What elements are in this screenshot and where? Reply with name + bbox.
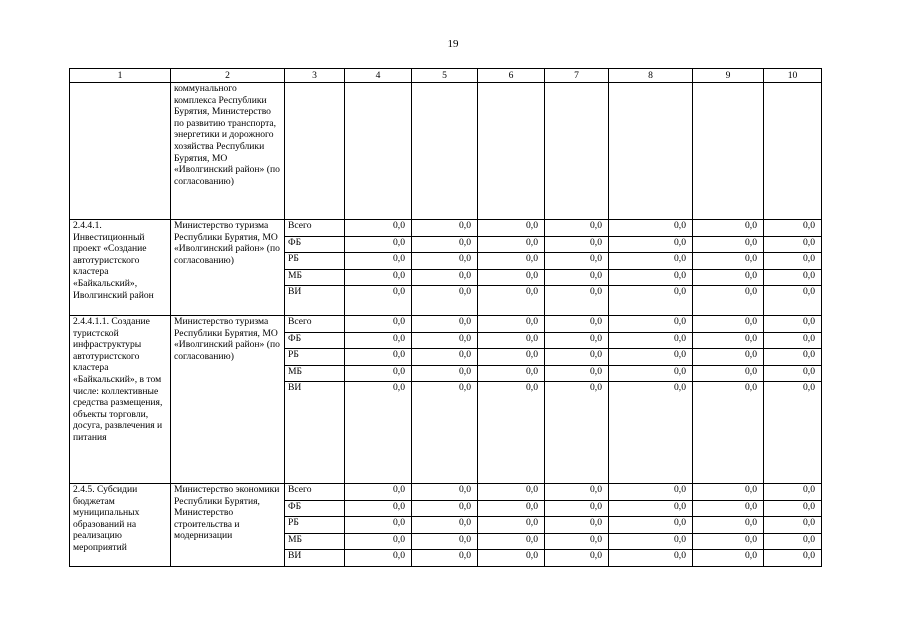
- continuation-row: [70, 83, 822, 220]
- value-cell: 0,0: [764, 253, 822, 270]
- value-cell: 0,0: [478, 316, 545, 333]
- value-cell: 0,0: [609, 550, 693, 567]
- funding-source: ВИ: [285, 286, 345, 316]
- column-header: 7: [545, 69, 609, 83]
- value-cell: 0,0: [764, 500, 822, 517]
- value-cell: 0,0: [412, 533, 478, 550]
- value-cell: 0,0: [345, 236, 412, 253]
- empty-cell: [285, 83, 345, 220]
- funding-source: ФБ: [285, 236, 345, 253]
- value-cell: 0,0: [764, 550, 822, 567]
- value-cell: 0,0: [609, 286, 693, 316]
- value-cell: 0,0: [345, 484, 412, 501]
- value-cell: 0,0: [545, 500, 609, 517]
- value-cell: 0,0: [412, 286, 478, 316]
- funding-source: РБ: [285, 517, 345, 534]
- value-cell: 0,0: [345, 382, 412, 484]
- value-cell: 0,0: [545, 517, 609, 534]
- value-cell: 0,0: [764, 269, 822, 286]
- value-cell: 0,0: [345, 286, 412, 316]
- column-header: 10: [764, 69, 822, 83]
- budget-table: [69, 68, 822, 567]
- column-header: 5: [412, 69, 478, 83]
- value-cell: 0,0: [693, 550, 764, 567]
- responsible-cell: Министерство туризма Республики Бурятия, МО «Иволгинский район» (по согласованию): [171, 220, 285, 316]
- value-cell: 0,0: [693, 382, 764, 484]
- table-row: [70, 316, 822, 333]
- value-cell: 0,0: [412, 365, 478, 382]
- funding-source: РБ: [285, 349, 345, 366]
- funding-source: РБ: [285, 253, 345, 270]
- value-cell: 0,0: [545, 484, 609, 501]
- funding-source: Всего: [285, 484, 345, 501]
- value-cell: 0,0: [412, 517, 478, 534]
- value-cell: 0,0: [545, 286, 609, 316]
- value-cell: 0,0: [345, 316, 412, 333]
- value-cell: 0,0: [478, 500, 545, 517]
- column-header-row: [70, 69, 822, 83]
- column-header: 8: [609, 69, 693, 83]
- value-cell: 0,0: [764, 365, 822, 382]
- empty-cell: [545, 83, 609, 220]
- empty-cell: [70, 83, 171, 220]
- value-cell: 0,0: [609, 365, 693, 382]
- value-cell: 0,0: [412, 220, 478, 237]
- funding-source: Всего: [285, 316, 345, 333]
- value-cell: 0,0: [345, 365, 412, 382]
- value-cell: 0,0: [545, 533, 609, 550]
- value-cell: 0,0: [693, 349, 764, 366]
- value-cell: 0,0: [693, 220, 764, 237]
- value-cell: 0,0: [545, 382, 609, 484]
- funding-source: Всего: [285, 220, 345, 237]
- value-cell: 0,0: [693, 269, 764, 286]
- page-number: 19: [447, 38, 459, 50]
- value-cell: 0,0: [693, 253, 764, 270]
- value-cell: 0,0: [345, 533, 412, 550]
- value-cell: 0,0: [345, 332, 412, 349]
- funding-source: МБ: [285, 269, 345, 286]
- value-cell: 0,0: [478, 286, 545, 316]
- empty-cell: [478, 83, 545, 220]
- value-cell: 0,0: [545, 253, 609, 270]
- funding-source: ФБ: [285, 500, 345, 517]
- value-cell: 0,0: [478, 236, 545, 253]
- value-cell: 0,0: [478, 365, 545, 382]
- value-cell: 0,0: [412, 349, 478, 366]
- column-header: 1: [70, 69, 171, 83]
- value-cell: 0,0: [545, 550, 609, 567]
- column-header: 4: [345, 69, 412, 83]
- value-cell: 0,0: [412, 550, 478, 567]
- value-cell: 0,0: [478, 382, 545, 484]
- value-cell: 0,0: [609, 500, 693, 517]
- value-cell: 0,0: [545, 332, 609, 349]
- value-cell: 0,0: [545, 269, 609, 286]
- value-cell: 0,0: [609, 220, 693, 237]
- value-cell: 0,0: [609, 349, 693, 366]
- value-cell: 0,0: [764, 533, 822, 550]
- funding-source: ВИ: [285, 382, 345, 484]
- column-header: 6: [478, 69, 545, 83]
- value-cell: 0,0: [345, 349, 412, 366]
- empty-cell: [693, 83, 764, 220]
- value-cell: 0,0: [693, 533, 764, 550]
- value-cell: 0,0: [693, 316, 764, 333]
- funding-source: ФБ: [285, 332, 345, 349]
- value-cell: 0,0: [478, 517, 545, 534]
- column-header: 2: [171, 69, 285, 83]
- value-cell: 0,0: [764, 332, 822, 349]
- column-header: 9: [693, 69, 764, 83]
- value-cell: 0,0: [609, 316, 693, 333]
- value-cell: 0,0: [412, 253, 478, 270]
- value-cell: 0,0: [693, 500, 764, 517]
- value-cell: 0,0: [545, 349, 609, 366]
- value-cell: 0,0: [764, 236, 822, 253]
- value-cell: 0,0: [764, 484, 822, 501]
- funding-source: МБ: [285, 365, 345, 382]
- table-row: [70, 220, 822, 237]
- value-cell: 0,0: [609, 382, 693, 484]
- measure-description: 2.4.5. Субсидии бюджетам муниципальных образований на реализацию мероприятий: [70, 484, 171, 567]
- funding-source: МБ: [285, 533, 345, 550]
- value-cell: 0,0: [764, 349, 822, 366]
- value-cell: 0,0: [478, 269, 545, 286]
- value-cell: 0,0: [478, 253, 545, 270]
- value-cell: 0,0: [345, 550, 412, 567]
- value-cell: 0,0: [693, 484, 764, 501]
- value-cell: 0,0: [478, 220, 545, 237]
- value-cell: 0,0: [609, 517, 693, 534]
- column-header: 3: [285, 69, 345, 83]
- empty-cell: [764, 83, 822, 220]
- value-cell: 0,0: [545, 316, 609, 333]
- value-cell: 0,0: [478, 484, 545, 501]
- value-cell: 0,0: [412, 382, 478, 484]
- value-cell: 0,0: [345, 500, 412, 517]
- value-cell: 0,0: [609, 236, 693, 253]
- responsible-cell: Министерство экономики Республики Бурятия, Министерство строительства и модернизации: [171, 484, 285, 567]
- value-cell: 0,0: [609, 269, 693, 286]
- value-cell: 0,0: [478, 332, 545, 349]
- responsible-cell: Министерство туризма Республики Бурятия, МО «Иволгинский район» (по согласованию): [171, 316, 285, 484]
- value-cell: 0,0: [609, 533, 693, 550]
- value-cell: 0,0: [345, 517, 412, 534]
- value-cell: 0,0: [545, 236, 609, 253]
- value-cell: 0,0: [764, 316, 822, 333]
- responsible-cell: коммунального комплекса Республики Бурятия, Министерство по развитию транспорта, энергетики и дорожного хозяйства Республики Бурятия, МО «Иволгинский район» (по согласованию): [171, 83, 285, 220]
- value-cell: 0,0: [478, 349, 545, 366]
- value-cell: 0,0: [545, 220, 609, 237]
- funding-source: ВИ: [285, 550, 345, 567]
- value-cell: 0,0: [412, 500, 478, 517]
- value-cell: 0,0: [412, 269, 478, 286]
- value-cell: 0,0: [693, 286, 764, 316]
- value-cell: 0,0: [545, 365, 609, 382]
- value-cell: 0,0: [478, 550, 545, 567]
- value-cell: 0,0: [412, 332, 478, 349]
- value-cell: 0,0: [764, 220, 822, 237]
- value-cell: 0,0: [764, 517, 822, 534]
- value-cell: 0,0: [412, 484, 478, 501]
- value-cell: 0,0: [693, 365, 764, 382]
- value-cell: 0,0: [764, 382, 822, 484]
- empty-cell: [609, 83, 693, 220]
- measure-description: 2.4.4.1.1. Создание туристской инфраструктуры автотуристского кластера «Байкальский», в том числе: коллективные средства размещения, объекты торговли, досуга, развлечения и питания: [70, 316, 171, 484]
- empty-cell: [345, 83, 412, 220]
- value-cell: 0,0: [412, 236, 478, 253]
- value-cell: 0,0: [693, 332, 764, 349]
- value-cell: 0,0: [478, 533, 545, 550]
- value-cell: 0,0: [609, 253, 693, 270]
- value-cell: 0,0: [412, 316, 478, 333]
- value-cell: 0,0: [609, 484, 693, 501]
- value-cell: 0,0: [609, 332, 693, 349]
- value-cell: 0,0: [345, 253, 412, 270]
- value-cell: 0,0: [693, 517, 764, 534]
- empty-cell: [412, 83, 478, 220]
- measure-description: 2.4.4.1. Инвестиционный проект «Создание автотуристского кластера «Байкальский», Иволгинский район: [70, 220, 171, 316]
- value-cell: 0,0: [764, 286, 822, 316]
- table-row: [70, 484, 822, 501]
- value-cell: 0,0: [345, 220, 412, 237]
- value-cell: 0,0: [693, 236, 764, 253]
- value-cell: 0,0: [345, 269, 412, 286]
